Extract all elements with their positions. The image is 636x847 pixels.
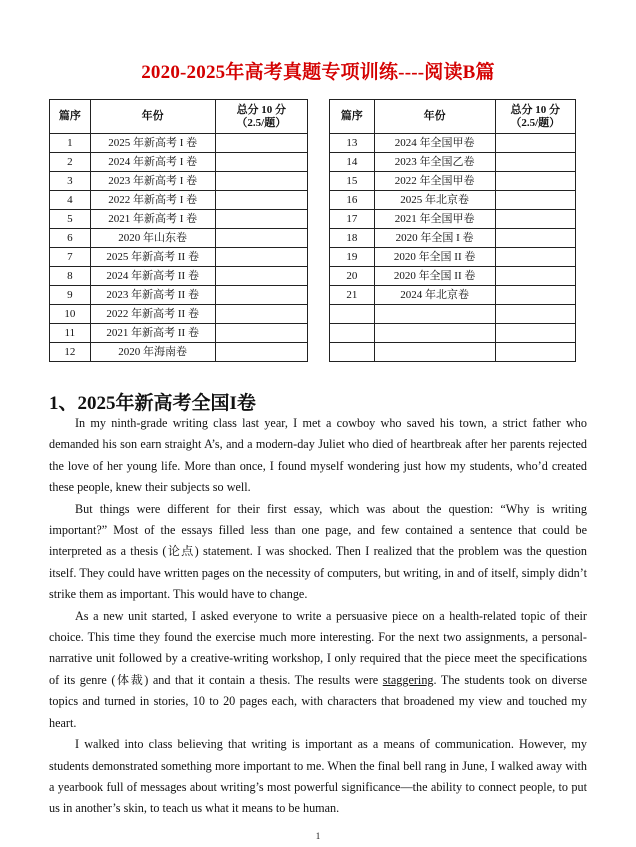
- cell-index: 13: [330, 134, 375, 153]
- table-row: [330, 286, 576, 305]
- cell-index: [330, 305, 375, 324]
- document-title: 2020-2025年高考真题专项训练----阅读B篇: [141, 62, 495, 83]
- table-row: [330, 210, 576, 229]
- table-row: [50, 172, 308, 191]
- cell-score[interactable]: [215, 134, 307, 153]
- cell-year: 2020 年山东卷: [90, 229, 215, 248]
- cell-score[interactable]: [215, 210, 307, 229]
- table-row: [50, 248, 308, 267]
- cell-index: 10: [50, 305, 91, 324]
- table-row: [50, 210, 308, 229]
- cell-score[interactable]: [495, 305, 575, 324]
- table-header-row: [330, 100, 576, 134]
- cell-index: 11: [50, 324, 91, 343]
- cell-index: 19: [330, 248, 375, 267]
- cell-index: [330, 324, 375, 343]
- paragraph-4: I walked into class believing that writing is important as a means of communication. However, my students demonstrated something more important to me. When the final bell rang in June, I walked away with a yearbook full of messages about writing’s most powerful significance—the ability to connect people, to put us in another’s skin, to teach us what it means to be human.: [49, 737, 587, 816]
- table-row: [50, 305, 308, 324]
- paragraph-3-part-2: . The students took on diverse topics and turned in stories, 10 to 20 pages each, with characters that broadened my view and touched my heart.: [49, 672, 587, 730]
- cell-score[interactable]: [215, 248, 307, 267]
- cell-index: [330, 343, 375, 362]
- cell-year: 2025 年新高考 I 卷: [90, 134, 215, 153]
- cell-index: 15: [330, 172, 375, 191]
- cell-score[interactable]: [215, 343, 307, 362]
- cell-score[interactable]: [215, 229, 307, 248]
- cell-year: 2025 年新高考 II 卷: [90, 248, 215, 267]
- cell-score[interactable]: [495, 191, 575, 210]
- cell-year: 2020 年全国 I 卷: [374, 229, 495, 248]
- cell-score[interactable]: [495, 172, 575, 191]
- paragraph-3-part-1: As a new unit started, I asked everyone to write a persuasive piece on a health-related topic of their choice. This time they found the exercise much more interesting. For the next two assignments, a personal-narrative unit followed by a creative-writing workshop, I only required that the piece meet the specifications of its genre (体裁) and that it contain a thesis. The results were: [49, 608, 587, 687]
- header-score-line2: （2.5/题）: [236, 116, 287, 129]
- paragraph-2: But things were different for their first essay, which was about the question: “Why is writing important?” Most of the essays filled less than one page, and few contained a sentence that could be interpreted as a thesis (论点) statement. I was shocked. Then I realized that the problem was the question itself. They could have written pages on the necessity of computers, but writing, in and of itself, simply didn’t strike them as important. This would have to change.: [49, 501, 587, 602]
- cell-year: 2023 年全国乙卷: [374, 153, 495, 172]
- section-heading: 1、2025年新高考全国I卷: [49, 393, 256, 414]
- header-year: 年份: [90, 100, 215, 134]
- cell-year: 2021 年全国甲卷: [374, 210, 495, 229]
- cell-index: 17: [330, 210, 375, 229]
- cell-index: 9: [50, 286, 91, 305]
- cell-score[interactable]: [495, 267, 575, 286]
- cell-year: 2023 年新高考 I 卷: [90, 172, 215, 191]
- cell-score[interactable]: [215, 286, 307, 305]
- cell-index: 12: [50, 343, 91, 362]
- cell-index: 8: [50, 267, 91, 286]
- table-header-row: [50, 100, 308, 134]
- table-row: [330, 172, 576, 191]
- cell-score[interactable]: [495, 343, 575, 362]
- page-number: 1: [315, 831, 321, 841]
- cell-index: 3: [50, 172, 91, 191]
- cell-score[interactable]: [495, 229, 575, 248]
- cell-score[interactable]: [495, 286, 575, 305]
- table-row: [50, 286, 308, 305]
- cell-score[interactable]: [215, 324, 307, 343]
- cell-index: 2: [50, 153, 91, 172]
- table-row: [330, 191, 576, 210]
- cell-year: 2020 年海南卷: [90, 343, 215, 362]
- cell-index: 5: [50, 210, 91, 229]
- cell-score[interactable]: [495, 248, 575, 267]
- cell-year: 2023 年新高考 II 卷: [90, 286, 215, 305]
- cell-year: 2021 年新高考 II 卷: [90, 324, 215, 343]
- table-row: [330, 153, 576, 172]
- paragraph-1: In my ninth-grade writing class last year, I met a cowboy who saved his town, a strict father who demanded his son earn straight A’s, and a modern-day Juliet who died of heartbreak after her parents rejected the love of her young life. More than once, I found myself wondering just how my students, who’d created these people, knew their subjects so well.: [49, 416, 587, 495]
- cell-index: 20: [330, 267, 375, 286]
- cell-index: 14: [330, 153, 375, 172]
- header-score-line1: 总分 10 分: [236, 103, 287, 116]
- table-row: [330, 248, 576, 267]
- table-row: [50, 191, 308, 210]
- cell-index: 4: [50, 191, 91, 210]
- table-row: [50, 343, 308, 362]
- cell-index: 18: [330, 229, 375, 248]
- cell-year: 2022 年新高考 II 卷: [90, 305, 215, 324]
- cell-score[interactable]: [215, 305, 307, 324]
- table-row: [330, 324, 576, 343]
- cell-year: 2024 年北京卷: [374, 286, 495, 305]
- cell-index: 1: [50, 134, 91, 153]
- table-row: [330, 134, 576, 153]
- cell-year: 2021 年新高考 I 卷: [90, 210, 215, 229]
- header-index: 篇序: [50, 100, 91, 134]
- table-row: [330, 343, 576, 362]
- cell-year: 2020 年全国 II 卷: [374, 248, 495, 267]
- table-row: [330, 267, 576, 286]
- cell-index: 21: [330, 286, 375, 305]
- cell-year: [374, 343, 495, 362]
- table-row: [50, 324, 308, 343]
- cell-year: 2025 年北京卷: [374, 191, 495, 210]
- header-year: 年份: [374, 100, 495, 134]
- cell-score[interactable]: [495, 134, 575, 153]
- table-row: [50, 134, 308, 153]
- cell-index: 16: [330, 191, 375, 210]
- cell-year: [374, 324, 495, 343]
- cell-score[interactable]: [215, 267, 307, 286]
- header-score-line2: （2.5/题）: [510, 116, 561, 129]
- cell-year: 2022 年新高考 I 卷: [90, 191, 215, 210]
- cell-index: 6: [50, 229, 91, 248]
- cell-score[interactable]: [215, 153, 307, 172]
- header-score-line1: 总分 10 分: [510, 103, 561, 116]
- cell-year: 2024 年全国甲卷: [374, 134, 495, 153]
- cell-index: 7: [50, 248, 91, 267]
- reading-passage: [49, 413, 587, 820]
- cell-score[interactable]: [495, 210, 575, 229]
- cell-year: 2024 年新高考 II 卷: [90, 267, 215, 286]
- cell-score[interactable]: [215, 191, 307, 210]
- underlined-word: staggering: [382, 672, 434, 687]
- table-row: [50, 267, 308, 286]
- table-row: [330, 229, 576, 248]
- table-row: [50, 229, 308, 248]
- cell-year: [374, 305, 495, 324]
- cell-year: 2024 年新高考 I 卷: [90, 153, 215, 172]
- cell-year: 2020 年全国 II 卷: [374, 267, 495, 286]
- cell-score[interactable]: [215, 172, 307, 191]
- paragraph-3: [49, 606, 587, 734]
- cell-score[interactable]: [495, 153, 575, 172]
- cell-score[interactable]: [495, 324, 575, 343]
- header-index: 篇序: [330, 100, 375, 134]
- header-score: [495, 100, 575, 134]
- table-row: [330, 305, 576, 324]
- table-row: [50, 153, 308, 172]
- cell-year: 2022 年全国甲卷: [374, 172, 495, 191]
- exam-table-left: [49, 99, 308, 362]
- exam-table-right: [329, 99, 576, 362]
- header-score: [215, 100, 307, 134]
